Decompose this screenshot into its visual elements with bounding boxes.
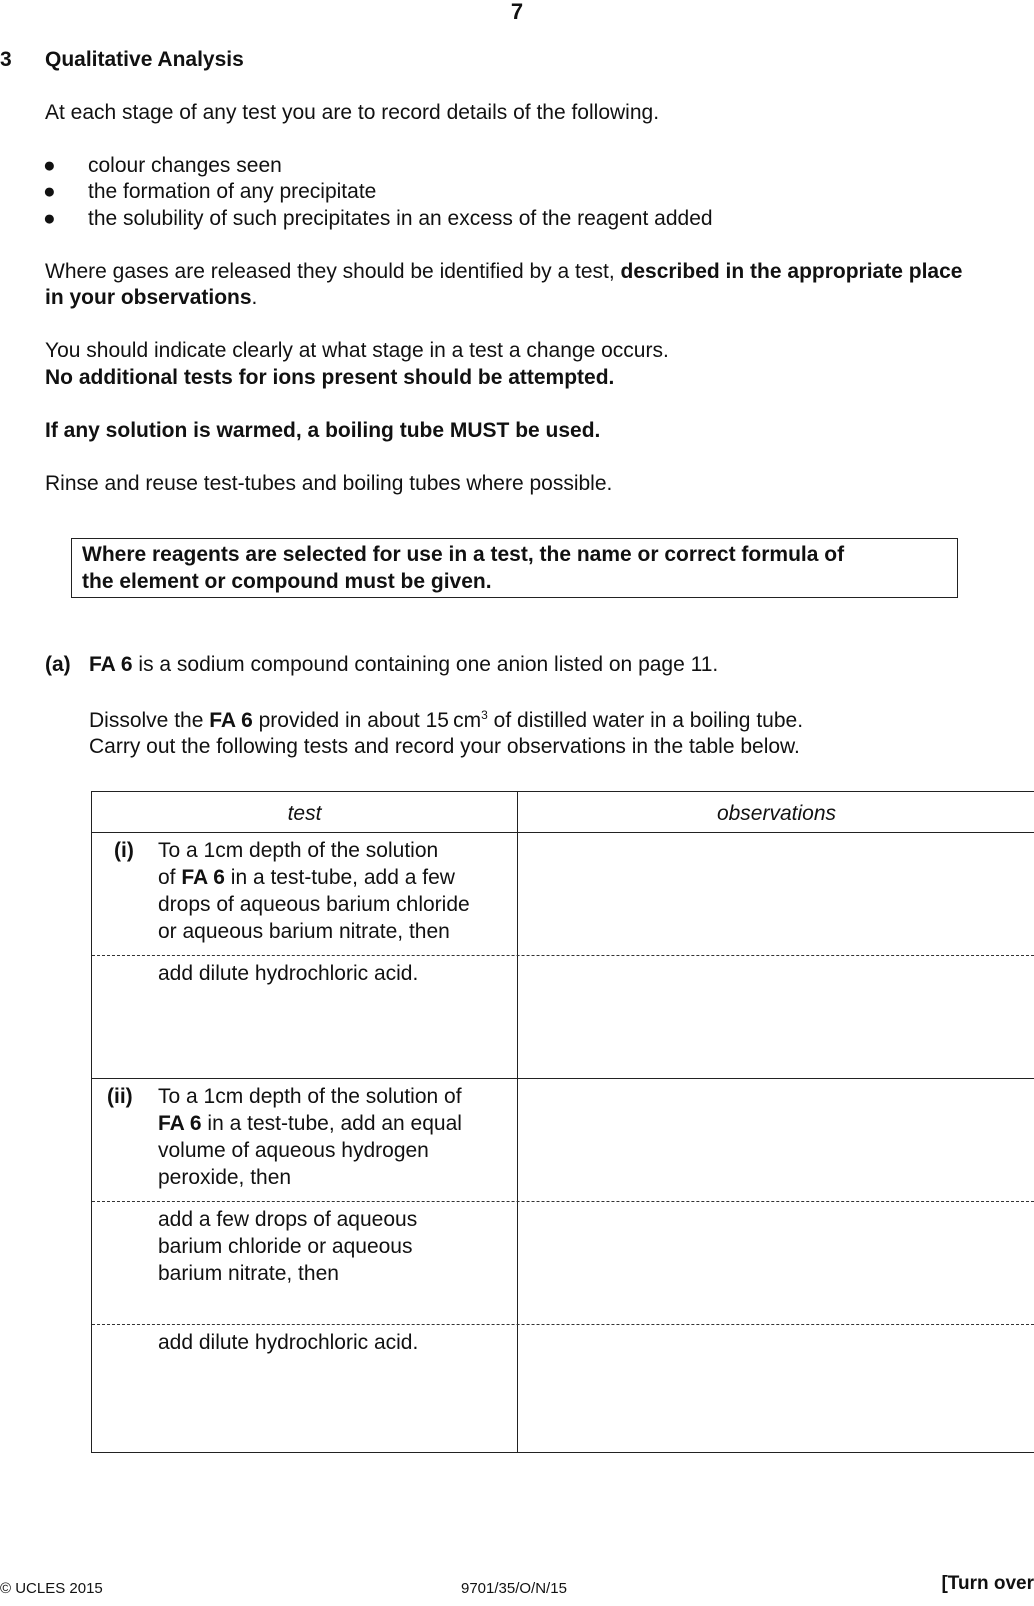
part-a-desc-text: is a sodium compound containing one anion listed on page 11. xyxy=(132,653,719,676)
row-ii-step3: add dilute hydrochloric acid. xyxy=(158,1331,419,1354)
row-i-text: in a test-tube, add a few xyxy=(224,866,455,889)
row-i-line xyxy=(158,864,455,891)
cubed-superscript: 3 xyxy=(481,708,488,722)
question-number: 3 xyxy=(0,48,12,71)
fa6-label: FA 6 xyxy=(181,866,225,889)
row-divider xyxy=(92,1078,1034,1079)
notice-line: Where reagents are selected for use in a test, the name or correct formula of xyxy=(82,543,845,566)
row-ii-label: (ii) xyxy=(107,1085,133,1108)
row-ii-line: To a 1cm depth of the solution of xyxy=(158,1085,462,1108)
indicate-instruction: You should indicate clearly at what stage in a test a change occurs. xyxy=(45,339,669,362)
reagent-notice-box xyxy=(71,538,958,598)
header-divider xyxy=(92,832,1034,833)
bullet-item: the formation of any precipitate xyxy=(88,180,377,203)
bullet-item: the solubility of such precipitates in an excess of the reagent added xyxy=(88,207,713,230)
bullet-icon: ● xyxy=(43,207,56,230)
row-ii-text: in a test-tube, add an equal xyxy=(201,1112,462,1135)
gases-instruction-cont xyxy=(45,284,257,311)
dissolve-mid: provided in about 15 cm xyxy=(252,709,482,732)
row-ii-step2: barium chloride or aqueous xyxy=(158,1235,413,1258)
dissolve-pre: Dissolve the xyxy=(89,709,210,732)
dashed-divider xyxy=(92,1324,1034,1325)
observations-table xyxy=(91,791,1034,1453)
fa6-label: FA 6 xyxy=(89,653,133,676)
header-observations: observations xyxy=(716,802,837,825)
row-ii-line: peroxide, then xyxy=(158,1166,292,1189)
row-i-step2: add dilute hydrochloric acid. xyxy=(158,962,419,985)
row-i-text: of xyxy=(158,866,182,889)
rinse-instruction: Rinse and reuse test-tubes and boiling tubes where possible. xyxy=(45,472,613,495)
row-i-label: (i) xyxy=(114,839,134,862)
no-additional-tests: No additional tests for ions present should be attempted. xyxy=(45,366,615,389)
row-i-line: drops of aqueous barium chloride xyxy=(158,893,470,916)
footer-code: 9701/35/O/N/15 xyxy=(461,1580,567,1597)
bullet-icon: ● xyxy=(43,154,56,177)
row-i-line: or aqueous barium nitrate, then xyxy=(158,920,450,943)
row-ii-step2: barium nitrate, then xyxy=(158,1262,339,1285)
carry-out-instruction: Carry out the following tests and record your observations in the table below. xyxy=(89,735,800,758)
dissolve-instruction xyxy=(89,707,803,734)
row-i-line: To a 1cm depth of the solution xyxy=(158,839,439,862)
turn-over: [Turn over xyxy=(941,1573,1034,1594)
intro-text: At each stage of any test you are to record details of the following. xyxy=(45,101,660,124)
part-a-description xyxy=(89,651,718,678)
notice-line: the element or compound must be given. xyxy=(82,570,492,593)
fa6-label: FA 6 xyxy=(158,1112,202,1135)
gases-bold-text-2: in your observations xyxy=(45,286,252,309)
part-a-label: (a) xyxy=(45,653,71,676)
dissolve-post: of distilled water in a boiling tube. xyxy=(487,709,804,732)
warm-instruction: If any solution is warmed, a boiling tube MUST be used. xyxy=(45,419,601,442)
header-test: test xyxy=(287,802,322,825)
dashed-divider xyxy=(92,1201,1034,1202)
question-title: Qualitative Analysis xyxy=(45,48,244,71)
fa6-label: FA 6 xyxy=(209,709,253,732)
bullet-item: colour changes seen xyxy=(88,154,282,177)
gases-instruction xyxy=(45,258,962,285)
gases-plain-text: Where gases are released they should be identified by a test, xyxy=(45,260,621,283)
gases-period: . xyxy=(251,286,258,309)
dashed-divider xyxy=(92,955,1034,956)
gases-bold-text: described in the appropriate place xyxy=(620,260,963,283)
column-divider xyxy=(517,792,518,1452)
row-ii-step2: add a few drops of aqueous xyxy=(158,1208,418,1231)
row-ii-line xyxy=(158,1110,462,1137)
page-number: 7 xyxy=(510,0,524,24)
bullet-icon: ● xyxy=(43,180,56,203)
row-ii-line: volume of aqueous hydrogen xyxy=(158,1139,429,1162)
footer-copyright: © UCLES 2015 xyxy=(0,1580,103,1597)
